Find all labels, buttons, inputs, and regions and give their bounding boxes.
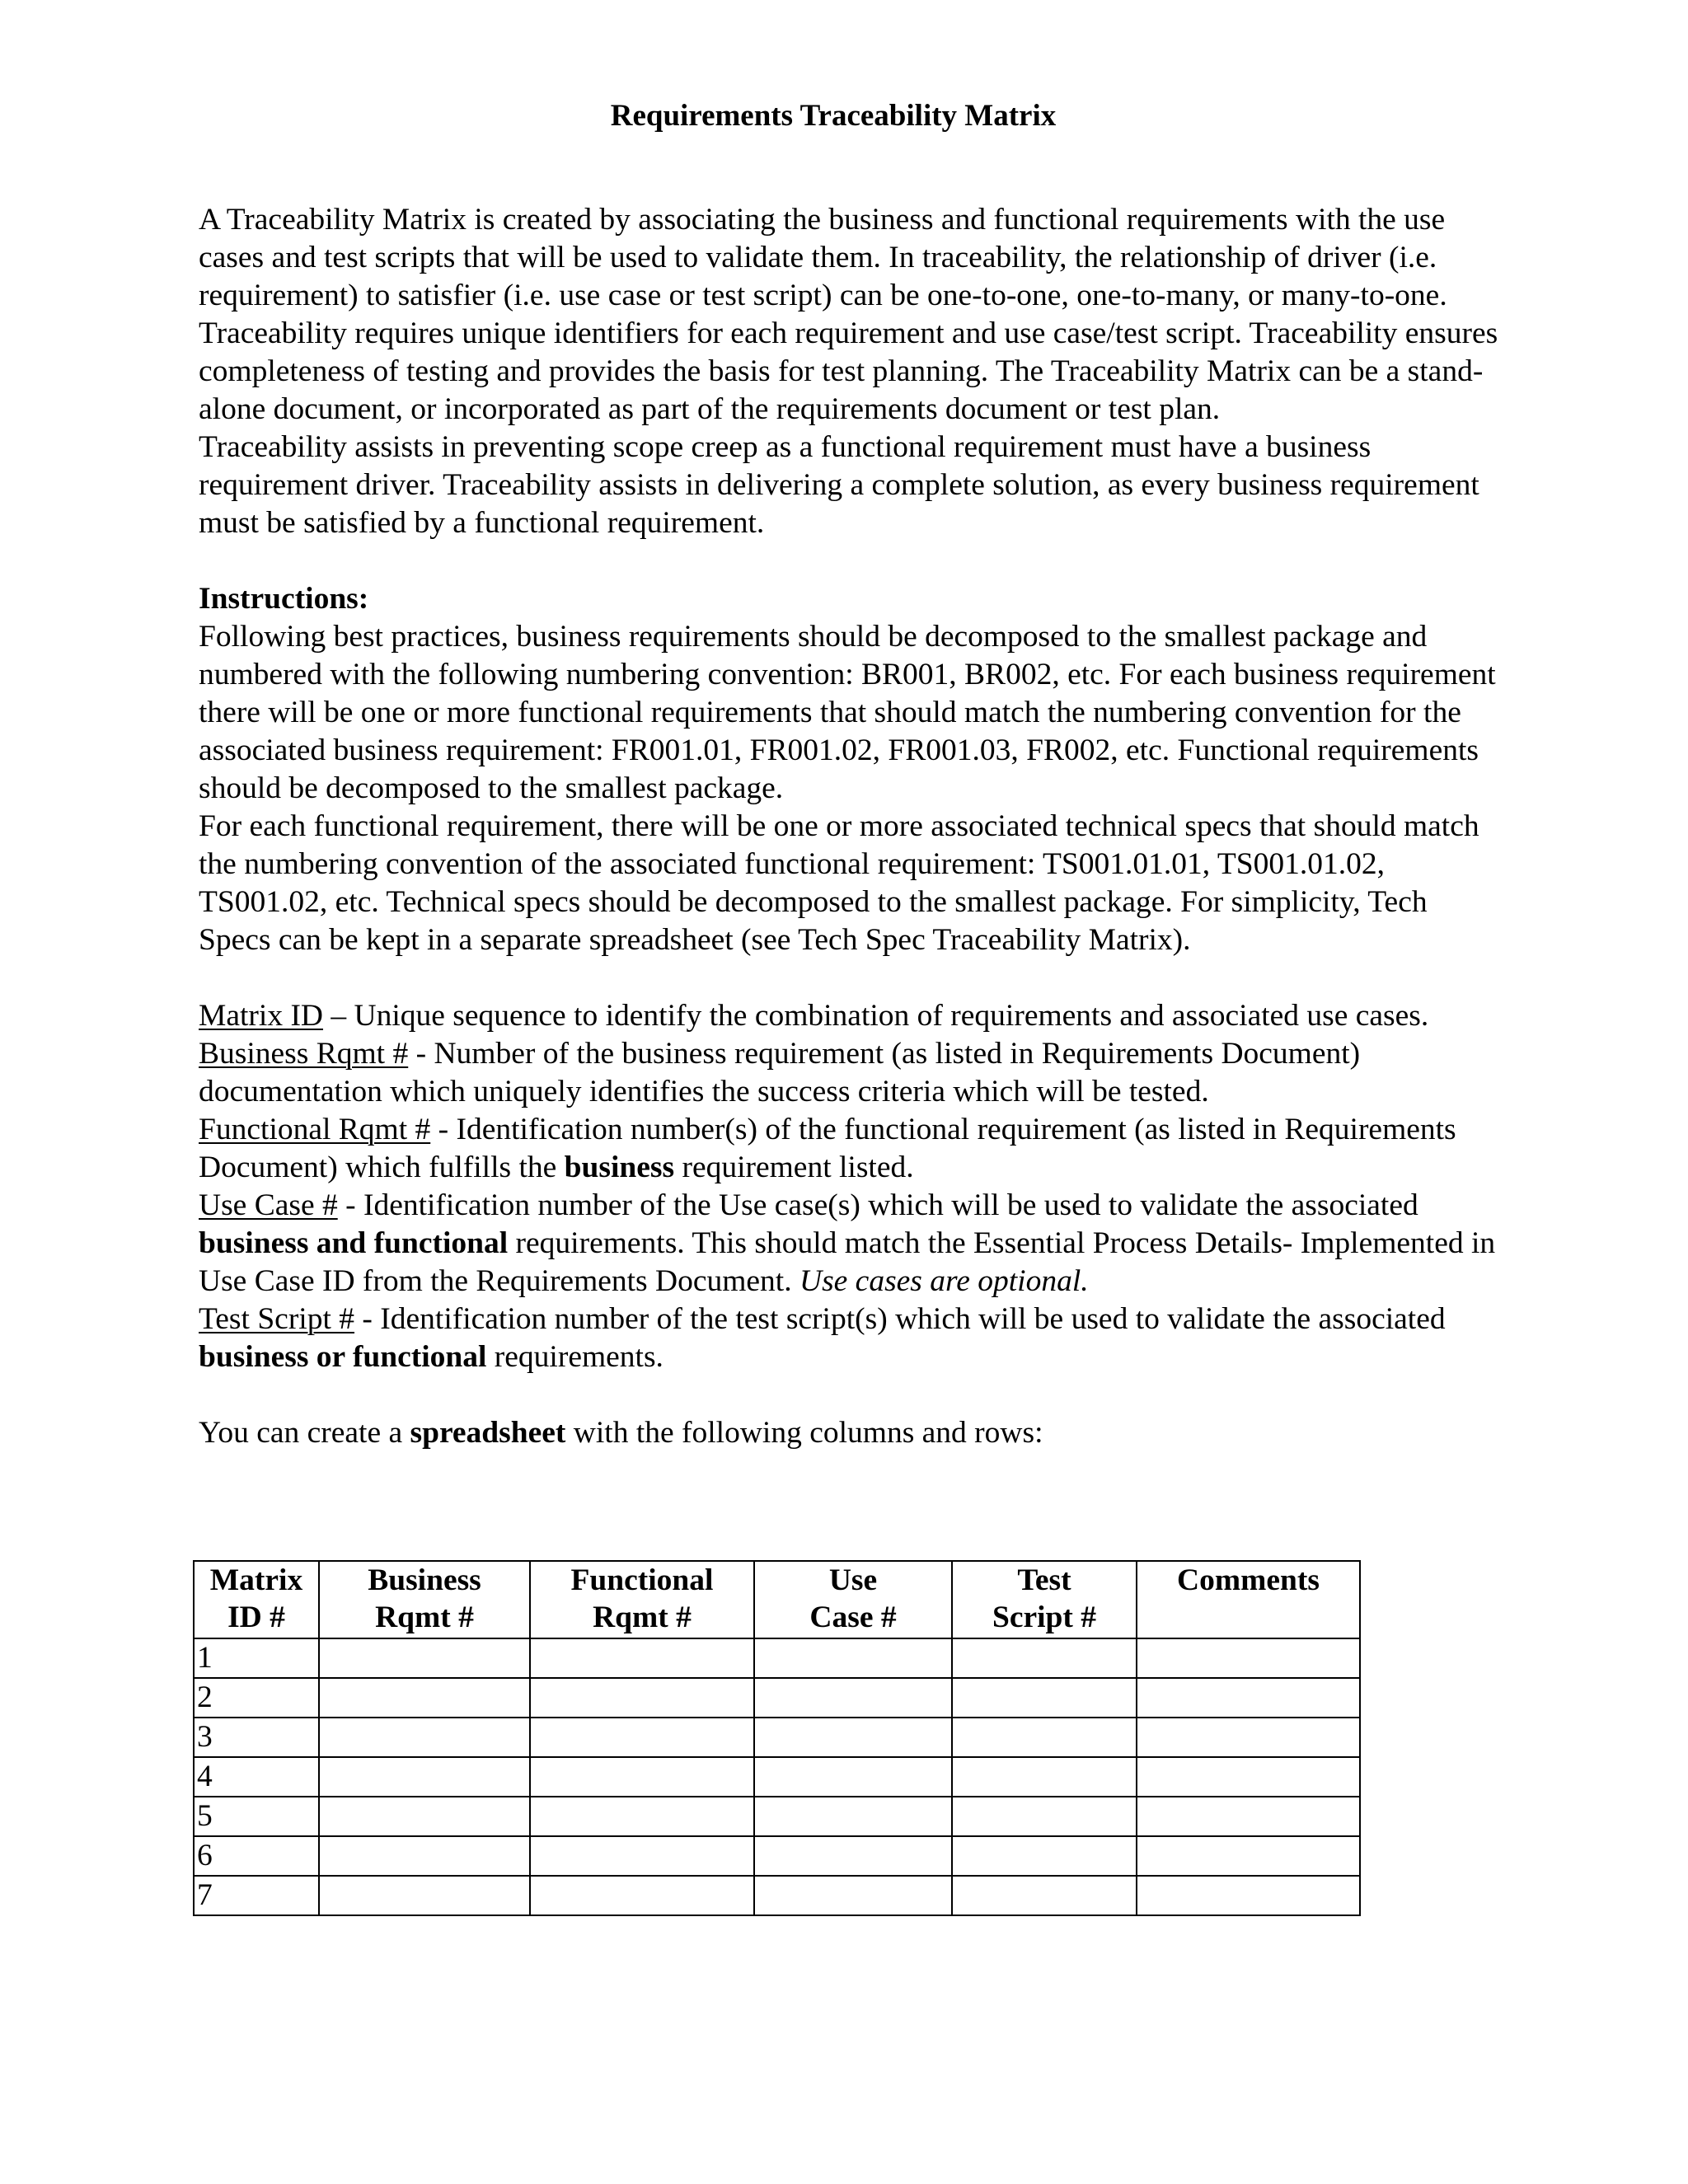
header-line: Rqmt #	[593, 1601, 692, 1634]
matrix-id-cell: 5	[194, 1797, 319, 1836]
header-line: Case #	[809, 1601, 897, 1634]
column-header-business-rqmt	[319, 1561, 530, 1638]
definition-italic-text: Use cases are optional.	[799, 1264, 1089, 1298]
definition-matrix-id	[199, 997, 1501, 1035]
table-cell	[754, 1718, 952, 1757]
header-line: Rqmt #	[375, 1601, 474, 1634]
matrix-id-cell: 6	[194, 1836, 319, 1876]
spreadsheet-intro	[199, 1414, 1501, 1452]
definition-term: Matrix ID	[199, 999, 324, 1033]
table-cell	[754, 1836, 952, 1876]
table-cell	[754, 1797, 952, 1836]
spreadsheet-intro-text: with the following columns and rows:	[565, 1416, 1043, 1450]
definition-text: requirements. This should match the Essential Process Details- Implemented in Use Case ID from the Requirements Document.	[199, 1226, 1496, 1298]
definition-term: Use Case #	[199, 1188, 338, 1222]
table-cell	[754, 1678, 952, 1718]
definition-text: requirement listed.	[674, 1151, 914, 1184]
table-cell	[319, 1638, 530, 1678]
matrix-id-cell: 1	[194, 1638, 319, 1678]
table-header-row	[194, 1561, 1360, 1638]
table-cell	[1137, 1836, 1360, 1876]
table-cell	[754, 1638, 952, 1678]
table-cell	[319, 1757, 530, 1797]
definition-text: - Identification number(s) of the functional requirement (as listed in Requirements Document) which fulfills the	[199, 1113, 1456, 1184]
header-line: Script #	[992, 1601, 1097, 1634]
table-cell	[952, 1797, 1137, 1836]
table-row	[194, 1638, 1360, 1678]
table-row	[194, 1836, 1360, 1876]
table-cell	[530, 1836, 754, 1876]
column-header-comments	[1137, 1561, 1360, 1638]
matrix-id-cell: 4	[194, 1757, 319, 1797]
column-header-use-case	[754, 1561, 952, 1638]
traceability-matrix-table	[193, 1560, 1361, 1916]
definition-text: - Number of the business requirement (as listed in Requirements Document) documentation which uniquely identifies the success criteria which will be tested.	[199, 1037, 1361, 1108]
definition-business-rqmt	[199, 1035, 1501, 1111]
definition-bold-text: business	[564, 1151, 675, 1184]
table-row	[194, 1797, 1360, 1836]
table-cell	[952, 1876, 1137, 1915]
table-cell	[530, 1718, 754, 1757]
table-cell	[319, 1678, 530, 1718]
instructions-paragraph-1: Following best practices, business requirements should be decomposed to the smallest package and numbered with the following numbering convention: BR001, BR002, etc. For each business requirement there will be one or more functional requirements that should match the numbering convention for the associated business requirement: FR001.01, FR001.02, FR001.03, FR002, etc. Functional requirements should be decomposed to the smallest package.	[199, 620, 1496, 805]
definition-text: - Identification number of the test script(s) which will be used to validate the associated	[354, 1302, 1446, 1336]
column-header-functional-rqmt	[530, 1561, 754, 1638]
table-cell	[952, 1836, 1137, 1876]
matrix-id-cell: 2	[194, 1678, 319, 1718]
table-cell	[952, 1757, 1137, 1797]
column-header-test-script	[952, 1561, 1137, 1638]
header-line: Business	[368, 1563, 481, 1597]
instructions-paragraph-2: For each functional requirement, there will be one or more associated technical specs that should match the numbering convention of the associated functional requirement: TS001.01.01, TS001.01.02, TS001.02, etc. Technical specs should be decomposed to the smallest package. For simplicity, Tech Specs can be kept in a separate spreadsheet (see Tech Spec Traceability Matrix).	[199, 809, 1479, 957]
definition-term: Business Rqmt #	[199, 1037, 409, 1071]
table-row	[194, 1678, 1360, 1718]
table-cell	[319, 1836, 530, 1876]
table-cell	[530, 1797, 754, 1836]
table-cell	[1137, 1678, 1360, 1718]
matrix-id-cell: 7	[194, 1876, 319, 1915]
header-line: Comments	[1177, 1563, 1320, 1597]
instructions-heading: Instructions:	[199, 582, 369, 616]
table-cell	[952, 1678, 1137, 1718]
table-cell	[1137, 1757, 1360, 1797]
definition-text: requirements.	[486, 1340, 663, 1374]
page-title: Requirements Traceability Matrix	[610, 99, 1057, 133]
header-line: Test	[1017, 1563, 1071, 1597]
definition-test-script	[199, 1301, 1501, 1376]
table-cell	[754, 1876, 952, 1915]
table-cell	[754, 1757, 952, 1797]
definition-text: - Identification number of the Use case(s) which will be used to validate the associated	[337, 1188, 1418, 1222]
spreadsheet-intro-bold: spreadsheet	[410, 1416, 566, 1450]
table-row	[194, 1718, 1360, 1757]
definition-bold-text: business and functional	[199, 1226, 509, 1260]
table-row	[194, 1876, 1360, 1915]
spreadsheet-intro-text: You can create a	[199, 1416, 410, 1450]
table-cell	[952, 1718, 1137, 1757]
column-header-matrix-id	[194, 1561, 319, 1638]
table-cell	[1137, 1797, 1360, 1836]
table-cell	[319, 1718, 530, 1757]
table-cell	[1137, 1638, 1360, 1678]
definition-use-case	[199, 1187, 1501, 1301]
definition-term: Test Script #	[199, 1302, 355, 1336]
table-cell	[530, 1757, 754, 1797]
matrix-id-cell: 3	[194, 1718, 319, 1757]
intro-paragraph-1: A Traceability Matrix is created by associating the business and functional requirements with the use cases and test scripts that will be used to validate them. In traceability, the relationship of driver (i.e. requirement) to satisfier (i.e. use case or test script) can be one-to-one, one-to-many, or many-to-one. Traceability requires unique identifiers for each requirement and use case/test script. Traceability ensures completeness of testing and provides the basis for test planning. The Traceability Matrix can be a stand-alone document, or incorporated as part of the requirements document or test plan.	[199, 203, 1498, 426]
table-cell	[530, 1638, 754, 1678]
table-cell	[530, 1678, 754, 1718]
definition-functional-rqmt	[199, 1111, 1501, 1187]
definition-term: Functional Rqmt #	[199, 1113, 431, 1146]
table-cell	[319, 1797, 530, 1836]
intro-paragraph-2: Traceability assists in preventing scope creep as a functional requirement must have a business requirement driver. Traceability assists in delivering a complete solution, as every business requirement must be satisfied by a functional requirement.	[199, 430, 1479, 540]
definition-text: – Unique sequence to identify the combination of requirements and associated use cases.	[323, 999, 1429, 1033]
table-cell	[1137, 1876, 1360, 1915]
table-row	[194, 1757, 1360, 1797]
table-cell	[1137, 1718, 1360, 1757]
header-line: ID #	[227, 1601, 285, 1634]
table-cell	[530, 1876, 754, 1915]
header-line: Use	[828, 1563, 878, 1597]
table-cell	[319, 1876, 530, 1915]
header-line: Matrix	[209, 1563, 303, 1597]
document-body	[199, 201, 1501, 1452]
header-line: Functional	[570, 1563, 714, 1597]
definition-bold-text: business or functional	[199, 1340, 487, 1374]
table-cell	[952, 1638, 1137, 1678]
